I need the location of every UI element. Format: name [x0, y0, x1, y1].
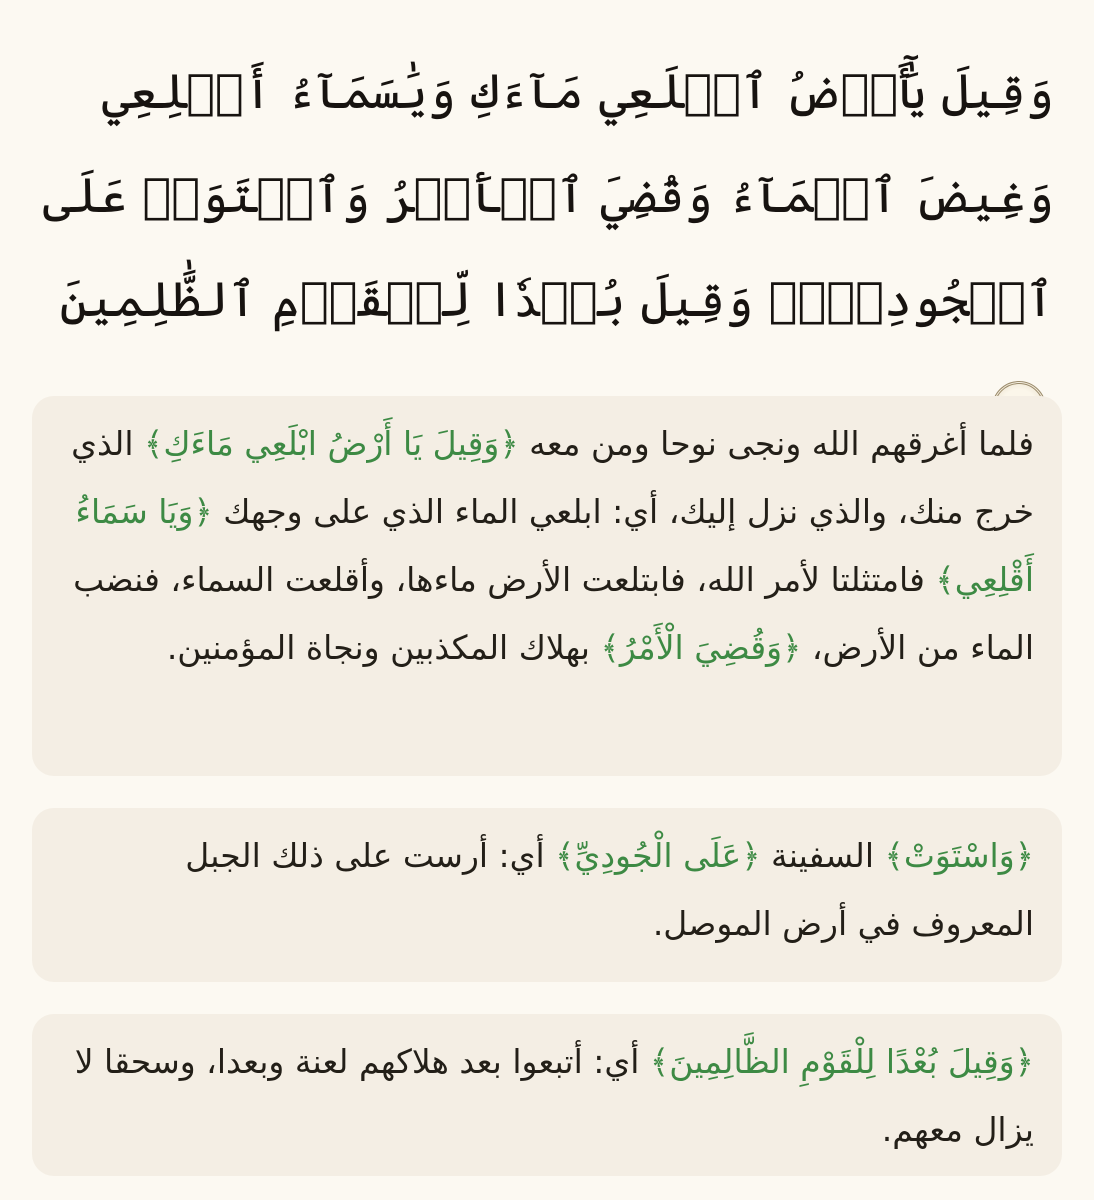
tafsir-text: بهلاك المكذبين ونجاة المؤمنين. [166, 628, 601, 667]
tafsir-text: أي: أتبعوا بعد هلاكهم لعنة وبعدا، وسحقا لا يزال معهم. [74, 1042, 1034, 1149]
quran-quote: ﴿عَلَى الْجُودِيِّ﴾ [555, 836, 761, 875]
tafsir-card-1 [32, 396, 1062, 776]
quran-quote: ﴿وَاسْتَوَتْ﴾ [884, 836, 1034, 875]
tafsir-card-2 [32, 808, 1062, 982]
tafsir-text: الذي خرج منك، والذي نزل إليك، أي: ابلعي الماء الذي على وجهك [71, 424, 1034, 531]
tafsir-text: السفينة [760, 836, 885, 875]
quran-quote: ﴿وَقُضِيَ الْأَمْرُ﴾ [600, 628, 802, 667]
quran-verse [40, 40, 1054, 456]
quran-quote: ﴿وَقِيلَ يَا أَرْضُ ابْلَعِي مَاءَكِ﴾ [143, 424, 519, 463]
tafsir-text: أي: أرست على ذلك الجبل المعروف في أرض الموصل. [185, 836, 1034, 943]
tafsir-text: فامتثلتا لأمر الله، فابتلعت الأرض ماءها، وأقلعت السماء، فنضب الماء من الأرض، [73, 560, 1034, 667]
tafsir-card-3 [32, 1014, 1062, 1176]
quran-quote: ﴿وَقِيلَ بُعْدًا لِلْقَوْمِ الظَّالِمِينَ﴾ [649, 1042, 1034, 1081]
tafsir-text: فلما أغرقهم الله ونجى نوحا ومن معه [518, 424, 1034, 463]
quran-quote: ﴿وَيَا سَمَاءُ أَقْلِعِي﴾ [75, 492, 1034, 599]
verse-text: وَقِيلَ يَٰٓأَرۡضُ ٱبۡلَعِي مَآءَكِ وَيَٰسَمَآءُ أَقۡلِعِي وَغِيضَ ٱلۡمَآءُ وَقُضِيَ ٱلۡأَمۡرُ وَٱسۡتَوَتۡ عَلَى ٱلۡجُودِيِّۖ وَقِيلَ بُعۡدٗا لِّلۡقَوۡمِ ٱلظَّٰلِمِينَ [42, 64, 1054, 328]
